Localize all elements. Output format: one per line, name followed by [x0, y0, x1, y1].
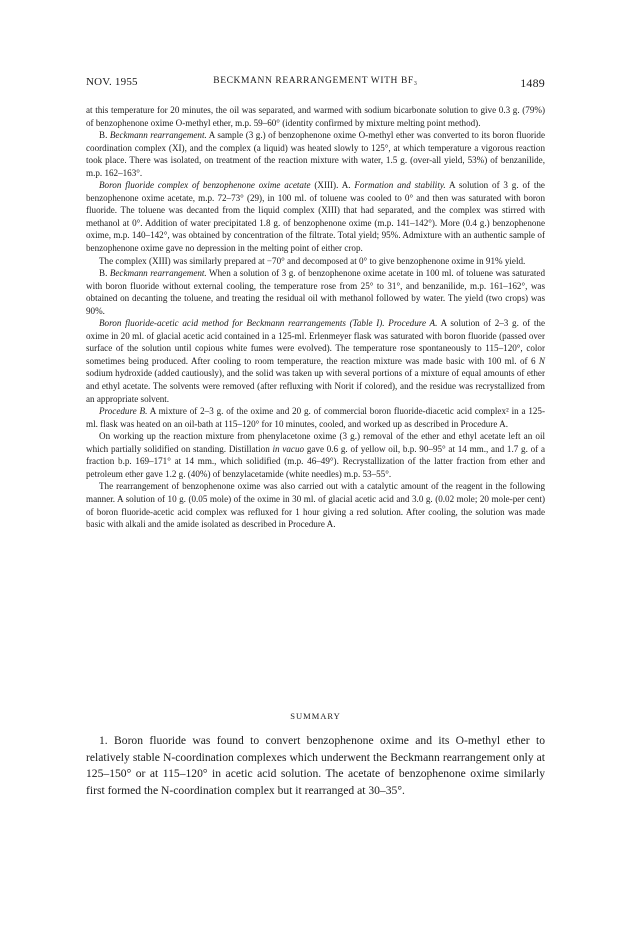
text-run: When a solution of 3 g. of benzophenone oxime acetate in 100 ml. of toluene was saturated with boron fluoride without external cooling, the temperature rose from 25° to 31°, and benzanilide, m.p. 161–162°, was obtained on decanting the toluene, and treating the residual oil with methanol followed by water. The yield (two crops) was 90%. — [86, 268, 545, 316]
italic-run: in vacuo — [272, 443, 305, 454]
text-run: A sample (3 g.) of benzophenone oxime O-methyl ether was converted to its boron fluoride coordination complex (XI), and the complex (a liquid) was heated slowly to 125°, at which temperature a vigorous reaction took place. There was isolated, on treatment of the reaction mixture with water, 1.5 g. (over-all yield, 53%) of benzanilide, m.p. 162–163°. — [86, 130, 546, 178]
text-run: sodium hydroxide (added cautiously), and the solid was taken up with several portions of a mixture of equal amounts of ether and ethyl acetate. The solvents were removed (after refluxing with Norit if colored), and the residue was recrystallized from an appropriate solvent. — [86, 368, 545, 404]
body-paragraph — [86, 317, 545, 405]
text-run: gave 0.6 g. of yellow oil, b.p. 90–95° at 14 mm., and 1.7 g. of a fraction b.p. 169–171° at 14 mm., which solidified (m.p. 46–49°). Recrystallization of the latter fraction from ether and petroleum ether gave 1.2 g. (40%) of benzylacetamide (white needles) m.p. 53–55°. — [86, 443, 545, 479]
body-paragraph — [86, 104, 545, 129]
italic-run: Beckmann rearrangement. — [109, 268, 207, 279]
italic-run: Boron fluoride complex of benzophenone oxime acetate — [99, 180, 311, 191]
italic-run: Boron fluoride-acetic acid method for Beckmann rearrangements (Table I). Procedure A. — [99, 318, 438, 329]
body-paragraph — [86, 430, 545, 480]
body-paragraph — [86, 255, 545, 268]
summary-heading: SUMMARY — [290, 711, 341, 721]
body-paragraph — [86, 129, 545, 179]
text-run: at this temperature for 20 minutes, the oil was separated, and warmed with sodium bicarbonate solution to give 0.3 g. (79%) of benzophenone oxime O-methyl ether, m.p. 59–60° (identity confirmed by mixture melting point method). — [86, 105, 545, 128]
summary-text: 1. Boron fluoride was found to convert benzophenone oxime and its O-methyl ether to relatively stable N-coordination complexes which underwent the Beckmann rearrangement only at 125–150° or at 115–120° in acetic acid solution. The acetate of benzophenone oxime similarly first formed the N-coordination complex but it rearranged at 30–35°. — [86, 734, 545, 797]
italic-run: Formation and stability. — [354, 180, 446, 191]
text-run: A solution of 2–3 g. of the oxime in 20 ml. of glacial acetic acid contained in a 125-ml. Erlenmeyer flask was saturated with boron fluoride (passed over surface of the solution until copious white fumes were evolved). The temperature rose spontaneously to 115–120°, color sometimes being produced. After cooling to room temperature, the reaction mixture was made basic with 100 ml. of 6 — [86, 318, 546, 366]
text-run: A solution of 3 g. of the benzophenone oxime acetate, m.p. 72–73° (29), in 100 ml. of toluene was cooled to 0° and then was saturated with boron fluoride. The toluene was decanted from the liquid complex (XIII) that had separated, and the complex was stirred with methanol at 0°. Addition of water precipitated 1.8 g. of benzophenone oxime (m.p. 141–142°). More (0.4 g.) benzophenone oxime, m.p. 140–142°, was obtained by concentration of the filtrate. Total yield; 95%. Admixture with an authentic sample of benzophenone oxime gave no depression in the melting point of either crop. — [86, 180, 545, 254]
text-run: B. — [99, 130, 110, 141]
article-body — [86, 104, 545, 531]
text-run: B. — [99, 268, 110, 279]
running-header — [86, 76, 545, 92]
text-run: A mixture of 2–3 g. of the oxime and 20 g. of commercial boron fluoride-diacetic acid complex² in a 125-ml. flask was heated on an oil-bath at 115–120° for 10 minutes, cooled, and worked up as described in Procedure A. — [86, 406, 546, 429]
text-run: (XIII). A. — [310, 180, 355, 191]
header-date: NOV. 1955 — [86, 76, 138, 88]
body-paragraph — [86, 480, 545, 530]
body-paragraph — [86, 267, 545, 317]
body-paragraph — [86, 405, 545, 430]
header-title: BECKMANN REARRANGEMENT WITH BF₃ — [213, 76, 418, 86]
italic-run: Beckmann rearrangement. — [109, 130, 207, 141]
body-paragraph — [86, 179, 545, 254]
italic-run: N — [538, 355, 545, 366]
text-run: The rearrangement of benzophenone oxime was also carried out with a catalytic amount of the reagent in the following manner. A solution of 10 g. (0.05 mole) of the oxime in 30 ml. of glacial acetic acid and 3.0 g. (0.02 mole; 20 mole-per cent) of boron fluoride-acetic acid complex was refluxed for 1 hour giving a red solution. After cooling, the solution was made basic with alkali and the amide isolated as described in Procedure A. — [86, 481, 545, 530]
text-run: On working up the reaction mixture from phenylacetone oxime (3 g.) removal of the ether and ethyl acetate left an oil which partially solidified on standing. Distillation — [86, 431, 545, 454]
italic-run: Procedure B. — [99, 406, 148, 417]
page-number: 1489 — [520, 76, 545, 90]
text-run: The complex (XIII) was similarly prepared at −70° and decomposed at 0° to give benzophenone oxime in 91% yield. — [99, 255, 526, 266]
